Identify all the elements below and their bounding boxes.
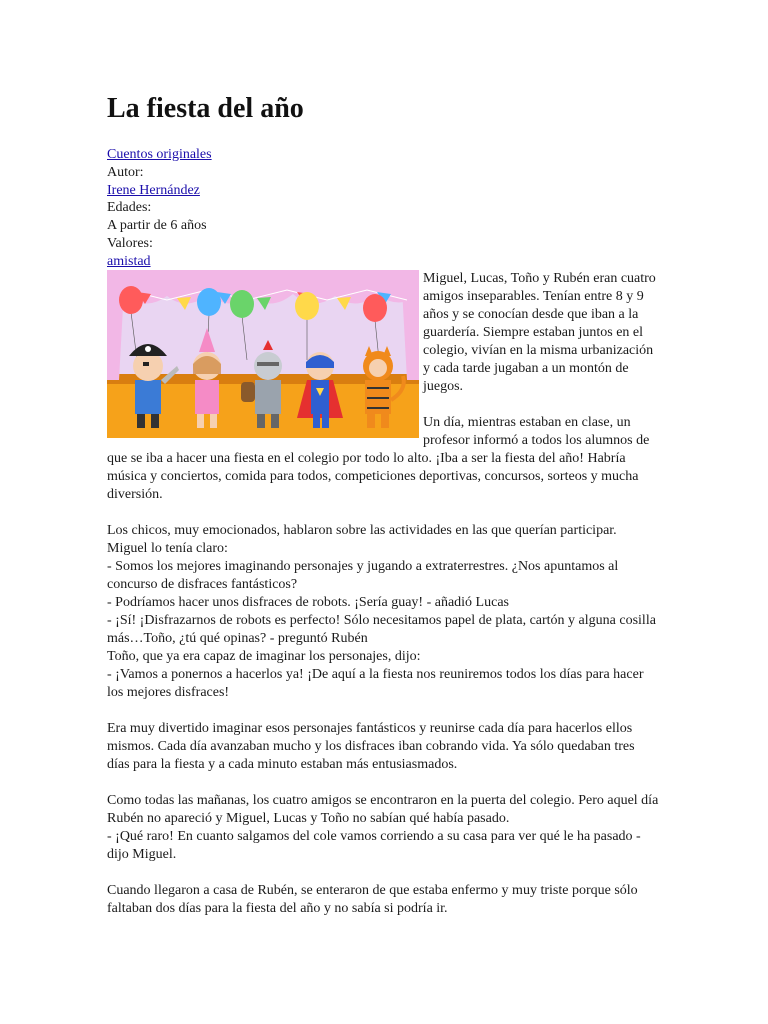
page-title: La fiesta del año [107,93,304,124]
story-body [107,270,659,936]
story-paragraph-6: Cuando llegaron a casa de Rubén, se enteraron de que estaba enfermo y muy triste porque sólo faltaban dos días para la fiesta del año y no sabía si podría ir. [107,883,638,916]
story-paragraph-2: Un día, mientras estaban en clase, un profesor informó a todos los alumnos de que se iba a hacer una fiesta en el colegio por todo lo alto. ¡Iba a ser la fiesta del año! Habría música y conciertos, comida para todos, competiciones deportivas, concursos, sorteos y mucha diversión. [107,415,650,502]
dialogue-line: - Podríamos hacer unos disfraces de robots. ¡Sería guay! - añadió Lucas [107,595,509,610]
author-label: Autor: [107,164,144,180]
story-paragraph-5 [107,792,659,864]
dialogue-line: - ¡Qué raro! En cuanto salgamos del cole vamos corriendo a su casa para ver qué le ha pasado - dijo Miguel. [107,829,641,862]
author-link[interactable]: Irene Hernández [107,182,200,198]
story-metadata [107,146,212,271]
dialogue-line: Toño, que ya era capaz de imaginar los personajes, dijo: [107,649,421,664]
ages-value: A partir de 6 años [107,218,207,234]
story-paragraph-1: Miguel, Lucas, Toño y Rubén eran cuatro amigos inseparables. Tenían entre 8 y 9 años y se conocían desde que iban a la guardería. Siempre estaban juntos en el colegio, vivían en la misma urbanización y cada tarde jugaban a un montón de juegos. [423,271,656,394]
values-link[interactable]: amistad [107,253,151,269]
values-label: Valores: [107,235,153,251]
ages-label: Edades: [107,200,152,216]
dialogue-line: Miguel lo tenía claro: [107,541,228,556]
dialogue-line: Los chicos, muy emocionados, hablaron sobre las actividades en las que querían participar. [107,523,617,538]
dialogue-line: - ¡Sí! ¡Disfrazarnos de robots es perfecto! Sólo necesitamos papel de plata, cartón y alguna cosilla más…Toño, ¿tú qué opinas? - preguntó Rubén [107,613,656,646]
dialogue-line: - Somos los mejores imaginando personajes y jugando a extraterrestres. ¿Nos apuntamos al concurso de disfraces fantásticos? [107,559,619,592]
story-paragraph-3 [107,522,659,702]
children-costume-party-illustration [107,270,419,438]
dialogue-line: - ¡Vamos a ponernos a hacerlos ya! ¡De aquí a la fiesta nos reuniremos todos los días para hacer los mejores disfraces! [107,667,644,700]
dialogue-line: Como todas las mañanas, los cuatro amigos se encontraron en la puerta del colegio. Pero aquel día Rubén no apareció y Miguel, Lucas y Toño no sabían qué había pasado. [107,793,659,826]
story-paragraph-4: Era muy divertido imaginar esos personajes fantásticos y reunirse cada día para hacerlos ellos mismos. Cada día avanzaban mucho y los disfraces iban cobrando vida. Ya sólo quedaban tres días para la fiesta y a cada minuto estaban más entusiasmados. [107,721,635,772]
category-link[interactable]: Cuentos originales [107,147,212,162]
